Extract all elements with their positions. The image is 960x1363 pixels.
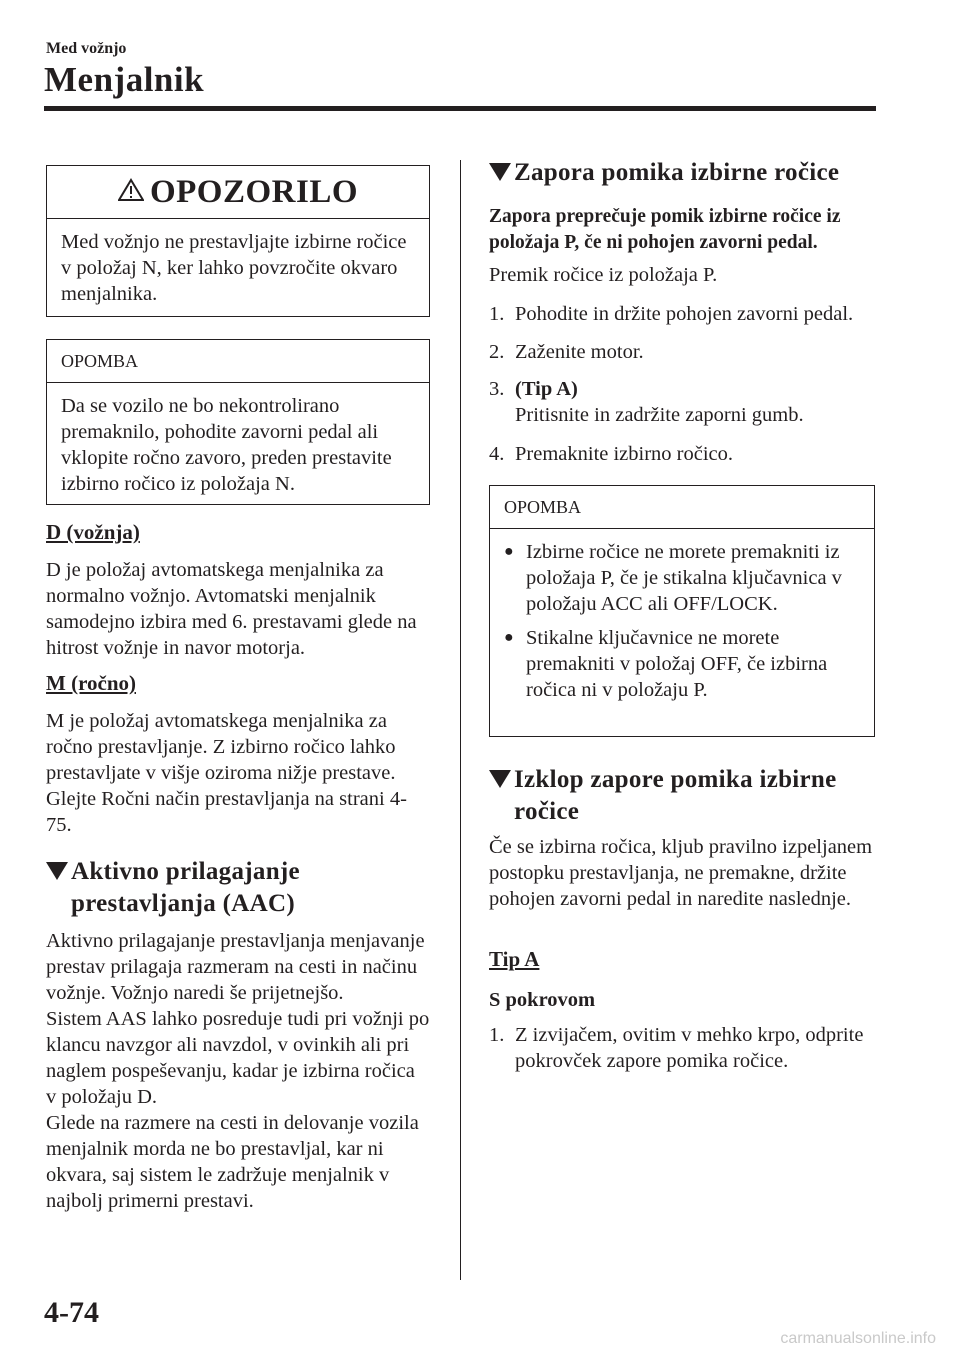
section-triangle-icon bbox=[46, 862, 68, 880]
page-number: 4-74 bbox=[44, 1296, 99, 1329]
type-a-heading: Tip A bbox=[489, 947, 540, 971]
step-number: 3. bbox=[489, 378, 505, 400]
d-text: D je položaj avtomatskega menjalnika za normalno vožnjo. Avtomatski menjalnik samodejno izbira med 6. prestavami glede na hitrost vožnje in navor motorja. bbox=[46, 559, 417, 659]
section-label: Med vožnjo bbox=[46, 40, 127, 57]
note-title: OPOMBA bbox=[47, 340, 429, 383]
note-title: OPOMBA bbox=[490, 486, 874, 529]
section-triangle-icon bbox=[489, 770, 511, 788]
aac-para-1: Aktivno prilagajanje prestavljanja menjavanje prestav prilagaja razmeram na cesti in načinu vožnje. Vožnjo naredi še prijetnejšo. bbox=[46, 930, 425, 1004]
lock-heading bbox=[489, 157, 875, 189]
step-text: Premaknite izbirno ročico. bbox=[515, 443, 734, 465]
release-step bbox=[489, 1022, 875, 1074]
step-type-label: (Tip A) bbox=[515, 378, 578, 400]
column-divider bbox=[460, 160, 461, 1280]
aac-para-2: Sistem AAS lahko posreduje tudi pri vožnji po klancu navzgor ali navzdol, v ovinkih ali pri naglem pospeševanju, kadar je izbirna ročica v položaju D. bbox=[46, 1008, 430, 1108]
m-heading: M (ročno) bbox=[46, 671, 136, 695]
bullet-dot-icon: ● bbox=[504, 543, 514, 560]
d-heading: D (vožnja) bbox=[46, 520, 140, 544]
note-text: Da se vozilo ne bo nekontrolirano premaknilo, pohodite zavorni pedal ali vklopite ročno zavoro, preden prestavite izbirno ročico iz položaja N. bbox=[61, 395, 392, 495]
release-heading bbox=[489, 764, 875, 828]
warning-box bbox=[46, 165, 430, 317]
lock-heading-text: Zapora pomika izbirne ročice bbox=[514, 159, 840, 186]
note-bullet-text: Stikalne ključavnice ne morete premakniti v položaj OFF, če izbirna ročica ni v položaju P. bbox=[526, 627, 828, 701]
step-text: Z izvijačem, ovitim v mehko krpo, odprite pokrovček zapore pomika ročice. bbox=[515, 1024, 864, 1072]
m-text: M je položaj avtomatskega menjalnika za ročno prestavljanje. Z izbirno ročico lahko prestavljate v višje oziroma nižje prestave. Glejte Ročni način prestavljanja na strani 4-75. bbox=[46, 710, 407, 836]
step-number: 4. bbox=[489, 443, 505, 465]
lock-step bbox=[489, 376, 875, 428]
bullet-dot-icon: ● bbox=[504, 629, 514, 646]
note-bullet-item bbox=[504, 625, 860, 703]
lock-step bbox=[489, 441, 875, 467]
step-number: 1. bbox=[489, 303, 505, 325]
lock-lead: Premik ročice iz položaja P. bbox=[489, 264, 718, 286]
cover-heading: S pokrovom bbox=[489, 989, 596, 1011]
warning-title: OPOZORILO bbox=[149, 173, 359, 210]
lock-step bbox=[489, 339, 875, 365]
warning-text: Med vožnjo ne prestavljajte izbirne ročice v položaj N, ker lahko povzročite okvaro menjalnika. bbox=[61, 231, 407, 305]
note-box-1 bbox=[46, 339, 430, 505]
release-heading-line1: Izklop zapore pomika izbirne bbox=[514, 766, 837, 793]
release-text: Če se izbirna ročica, kljub pravilno izpeljanem postopku prestavljanja, ne premakne, držite pohojen zavorni pedal in naredite naslednje. bbox=[489, 836, 873, 910]
step-number: 1. bbox=[489, 1024, 505, 1046]
note-bullet-item bbox=[504, 539, 860, 617]
aac-heading-line2: prestavljanja (AAC) bbox=[71, 890, 295, 917]
lock-intro: Zapora preprečuje pomik izbirne ročice iz položaja P, če ni pohojen zavorni pedal. bbox=[489, 206, 841, 253]
step-text: Pritisnite in zadržite zaporni gumb. bbox=[515, 404, 804, 426]
warning-header bbox=[47, 166, 429, 219]
step-text: Pohodite in držite pohojen zavorni pedal. bbox=[515, 303, 854, 325]
note-bullet-text: Izbirne ročice ne morete premakniti iz položaja P, če je stikalna ključavnica v položaju ACC ali OFF/LOCK. bbox=[526, 541, 842, 615]
watermark: carmanualsonline.info bbox=[780, 1330, 936, 1347]
aac-heading-line1: Aktivno prilagajanje bbox=[71, 858, 300, 885]
header-rule bbox=[44, 106, 876, 111]
lock-step bbox=[489, 301, 875, 327]
aac-heading bbox=[46, 856, 430, 920]
step-text: Zaženite motor. bbox=[515, 341, 644, 363]
release-heading-line2: ročice bbox=[514, 798, 580, 825]
chapter-title: Menjalnik bbox=[44, 60, 205, 99]
step-number: 2. bbox=[489, 341, 505, 363]
note-box-2 bbox=[489, 485, 875, 737]
aac-para-3: Glede na razmere na cesti in delovanje vozila menjalnik morda ne bo prestavljal, kar ni okvara, saj sistem le zadržuje menjalnik v najbolj primerni prestavi. bbox=[46, 1112, 419, 1212]
section-triangle-icon bbox=[489, 163, 511, 181]
warning-triangle-icon bbox=[118, 178, 144, 207]
